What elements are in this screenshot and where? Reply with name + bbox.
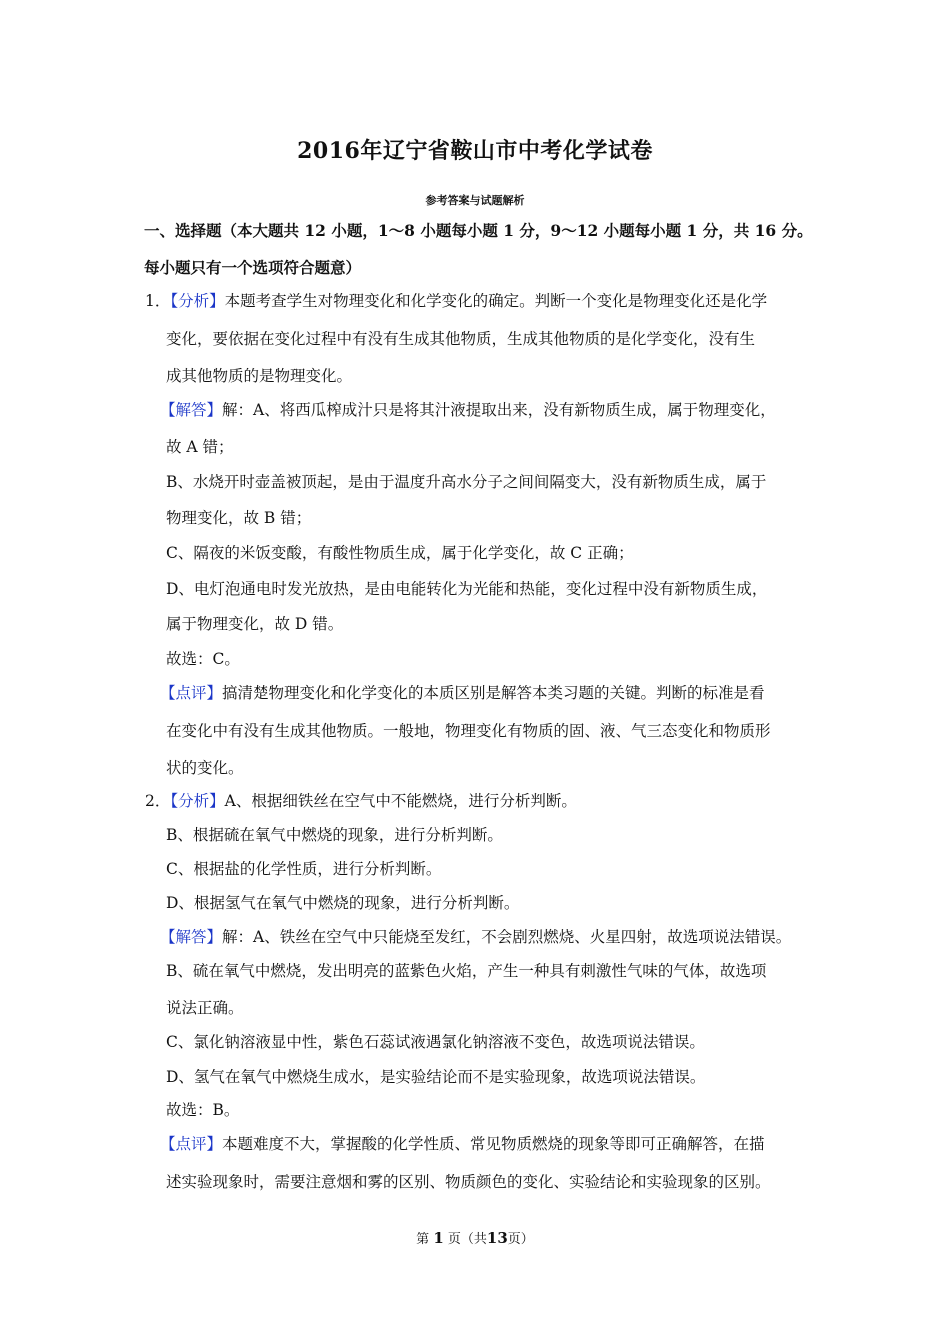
page-title: 2016年辽宁省鞍山市中考化学试卷 xyxy=(297,138,653,164)
q1-answer-line-3: B、水烧开时壶盖被顶起，是由于温度升高水分子之间间隔变大，没有新物质生成，属于 xyxy=(166,473,767,491)
q1-answer-tag: 【解答】 xyxy=(160,401,223,419)
q1-analysis-line-1 xyxy=(145,290,767,312)
footer-total-pages: 13 xyxy=(486,1229,508,1247)
q1-analysis-line-2: 变化，要依据在变化过程中有没有生成其他物质，生成其他物质的是化学变化，没有生 xyxy=(166,330,756,348)
q2-answer-tag: 【解答】 xyxy=(160,928,223,946)
page-footer xyxy=(0,1228,950,1247)
q2-choice: 故选：B。 xyxy=(166,1101,240,1119)
q1-analysis-tag: 【分析】 xyxy=(170,292,225,310)
q1-choice: 故选：C。 xyxy=(166,650,240,668)
q1-answer-line-6: D、电灯泡通电时发光放热，是由电能转化为光能和热能，变化过程中没有新物质生成， xyxy=(166,580,768,598)
q2-answer-line-4: C、氯化钠溶液显中性，紫色石蕊试液遇氯化钠溶液不变色，故选项说法错误。 xyxy=(166,1033,705,1051)
q1-comment-text-1: 搞清楚物理变化和化学变化的本质区别是解答本类习题的关键。判断的标准是看 xyxy=(222,684,765,702)
q1-comment-line-3: 状的变化。 xyxy=(166,759,244,777)
q1-answer-line-4: 物理变化，故 B 错； xyxy=(166,509,312,527)
q2-analysis-line-3: C、根据盐的化学性质，进行分析判断。 xyxy=(166,860,442,878)
q1-comment-line-1 xyxy=(160,682,765,704)
q2-answer-text-1: 解：A、铁丝在空气中只能烧至发红，不会剧烈燃烧、火星四射，故选项说法错误。 xyxy=(222,928,792,946)
q2-analysis-text-1: A、根据细铁丝在空气中不能燃烧，进行分析判断。 xyxy=(224,792,577,810)
page-subtitle: 参考答案与试题解析 xyxy=(425,194,525,207)
q2-analysis-line-4: D、根据氢气在氧气中燃烧的现象，进行分析判断。 xyxy=(166,894,520,912)
q2-comment-line-2: 述实验现象时，需要注意烟和雾的区别、物质颜色的变化、实验结论和实验现象的区别。 xyxy=(166,1173,771,1191)
q2-analysis-line-2: B、根据硫在氧气中燃烧的现象，进行分析判断。 xyxy=(166,826,503,844)
footer-page-number: 1 xyxy=(433,1229,444,1247)
q1-comment-tag: 【点评】 xyxy=(160,684,223,702)
q1-answer-line-2: 故 A 错； xyxy=(166,438,234,456)
q2-analysis-tag: 【分析】 xyxy=(170,792,225,810)
q1-answer-line-5: C、隔夜的米饭变酸，有酸性物质生成，属于化学变化，故 C 正确； xyxy=(166,544,634,562)
q2-answer-line-2: B、硫在氧气中燃烧，发出明亮的蓝紫色火焰，产生一种具有刺激性气味的气体，故选项 xyxy=(166,962,767,980)
q2-comment-text-1: 本题难度不大，掌握酸的化学性质、常见物质燃烧的现象等即可正确解答，在描 xyxy=(222,1135,765,1153)
q1-answer-line-1 xyxy=(160,399,776,421)
q2-analysis-line-1 xyxy=(145,790,577,812)
footer-middle: 页（共 xyxy=(447,1232,487,1247)
q2-answer-line-5: D、氢气在氧气中燃烧生成水，是实验结论而不是实验现象，故选项说法错误。 xyxy=(166,1068,706,1086)
footer-suffix: 页） xyxy=(507,1232,534,1247)
q2-answer-line-1 xyxy=(160,926,791,948)
q1-answer-text-1: 解：A、将西瓜榨成汁只是将其汁液提取出来，没有新物质生成，属于物理变化， xyxy=(222,401,776,419)
q2-number: 2． xyxy=(145,792,171,810)
q1-answer-line-7: 属于物理变化，故 D 错。 xyxy=(166,615,344,633)
q1-number: 1． xyxy=(145,292,171,310)
q2-answer-line-3: 说法正确。 xyxy=(166,999,244,1017)
section-heading-line-2: 每小题只有一个选项符合题意） xyxy=(144,258,362,277)
q1-comment-line-2: 在变化中有没有生成其他物质。一般地，物理变化有物质的固、液、气三态变化和物质形 xyxy=(166,722,771,740)
footer-prefix: 第 xyxy=(416,1232,430,1247)
q1-analysis-line-3: 成其他物质的是物理变化。 xyxy=(166,367,353,385)
q1-analysis-text-1: 本题考查学生对物理变化和化学变化的确定。判断一个变化是物理变化还是化学 xyxy=(224,292,768,310)
q2-comment-tag: 【点评】 xyxy=(160,1135,223,1153)
q2-comment-line-1 xyxy=(160,1133,765,1155)
section-heading-line-1: 一、选择题（本大题共 12 小题，1～8 小题每小题 1 分，9～12 小题每小题 1 分，共 16 分。 xyxy=(144,221,813,240)
